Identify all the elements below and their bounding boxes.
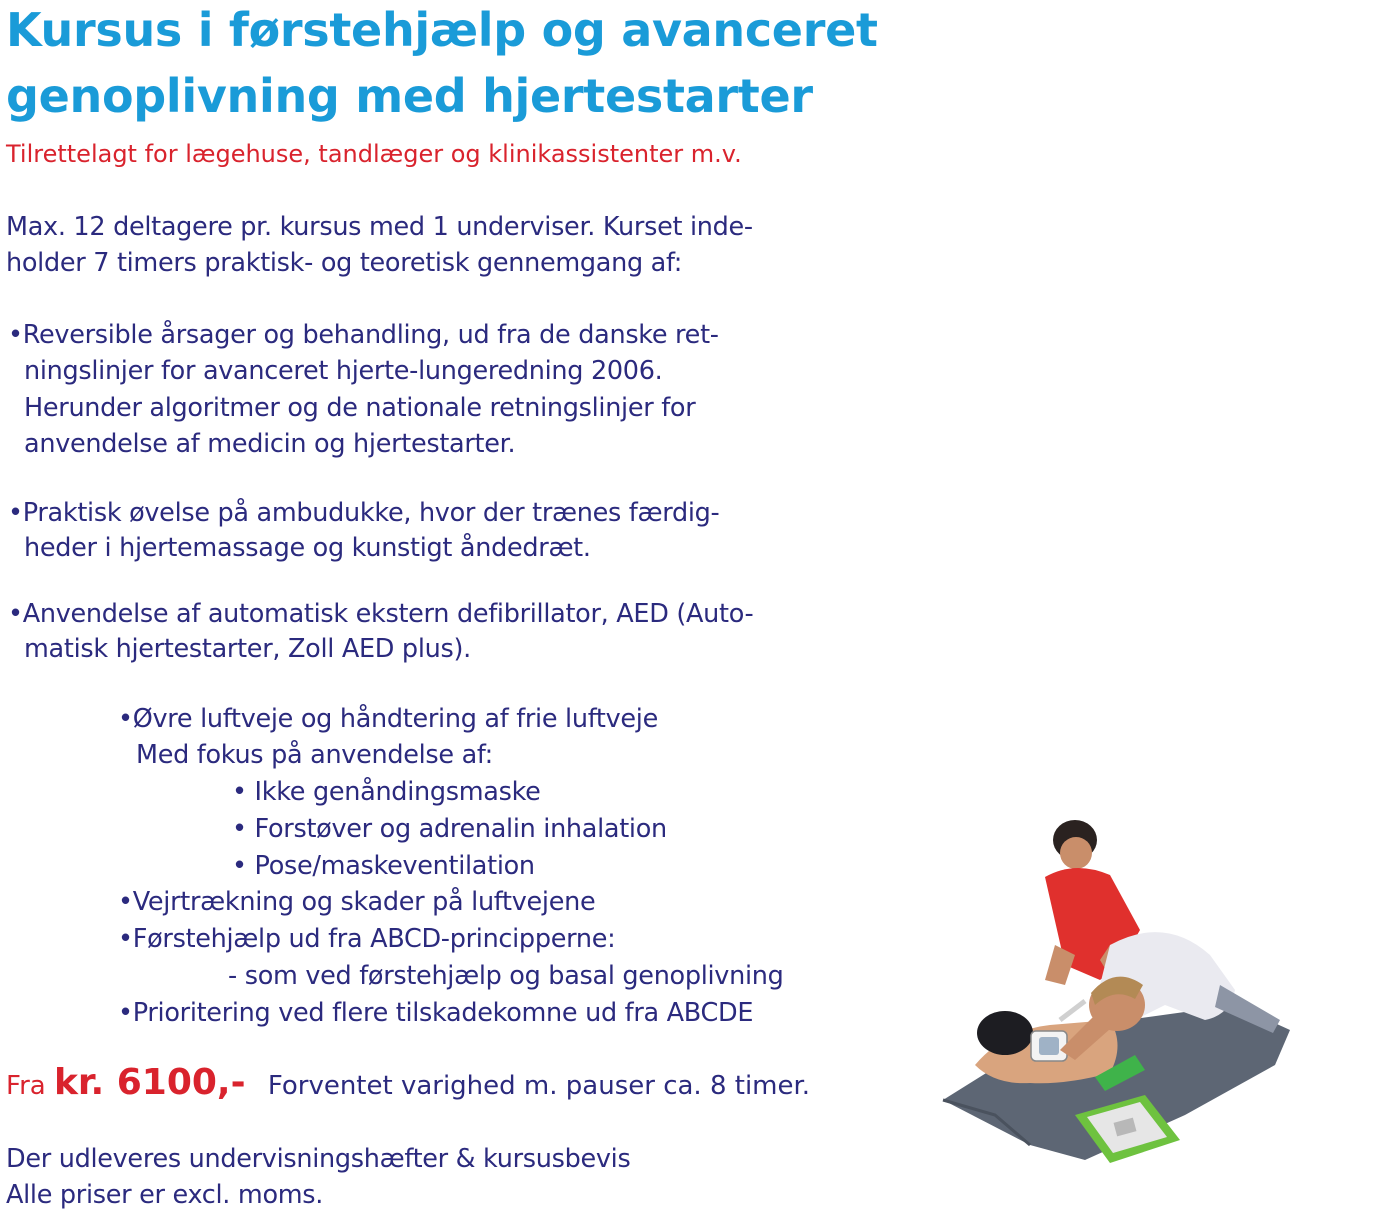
sub-bullet-abcd-note: - som ved førstehjælp og basal genoplivning — [228, 961, 784, 991]
intro-line-2: holder 7 timers praktisk- og teoretisk gennemgang af: — [6, 248, 683, 278]
bullet-1-line-1: •Reversible årsager og behandling, ud fra de danske ret- — [8, 320, 719, 350]
price-line — [6, 1061, 810, 1108]
sub-bullet-abcd: •Førstehjælp ud fra ABCD-principperne: — [118, 924, 616, 954]
sub-bullet-breathing: •Vejrtrækning og skader på luftvejene — [118, 887, 596, 917]
bullet-1-line-3: Herunder algoritmer og de nationale retningslinjer for — [24, 393, 696, 423]
footer-line-1: Der udleveres undervisningshæfter & kursusbevis — [6, 1144, 631, 1174]
price-value: kr. 6100,- — [53, 1062, 246, 1103]
price-duration: Forventet varighed m. pauser ca. 8 timer. — [267, 1071, 811, 1101]
focus-item-1: • Ikke genåndingsmaske — [232, 777, 541, 807]
page-title-line-1: Kursus i førstehjælp og avanceret — [6, 3, 878, 57]
bullet-2-line-2: heder i hjertemassage og kunstigt åndedræt. — [24, 533, 591, 563]
cpr-training-photo — [935, 815, 1305, 1185]
footer-line-2: Alle priser er excl. moms. — [6, 1180, 324, 1210]
bullet-3-line-2: matisk hjertestarter, Zoll AED plus). — [24, 634, 471, 664]
sub-bullet-airway: •Øvre luftveje og håndtering af frie luftveje — [118, 704, 658, 734]
bullet-1-line-4: anvendelse af medicin og hjertestarter. — [24, 429, 516, 459]
intro-line-1: Max. 12 deltagere pr. kursus med 1 underviser. Kurset inde- — [6, 212, 753, 242]
bullet-3-line-1: •Anvendelse af automatisk ekstern defibrillator, AED (Auto- — [8, 599, 754, 629]
bullet-2-line-1: •Praktisk øvelse på ambudukke, hvor der trænes færdig- — [8, 498, 720, 528]
subtitle: Tilrettelagt for lægehuse, tandlæger og klinikassistenter m.v. — [6, 140, 742, 168]
sub-bullet-focus: Med fokus på anvendelse af: — [136, 740, 493, 770]
focus-item-3: • Pose/maskeventilation — [232, 851, 535, 881]
focus-item-2: • Forstøver og adrenalin inhalation — [232, 814, 667, 844]
page-title-line-2: genoplivning med hjertestarter — [6, 69, 813, 123]
sub-bullet-priority: •Prioritering ved flere tilskadekomne ud fra ABCDE — [118, 998, 754, 1028]
price-from: Fra — [6, 1071, 46, 1101]
bullet-1-line-2: ningslinjer for avanceret hjerte-lungeredning 2006. — [24, 356, 663, 386]
